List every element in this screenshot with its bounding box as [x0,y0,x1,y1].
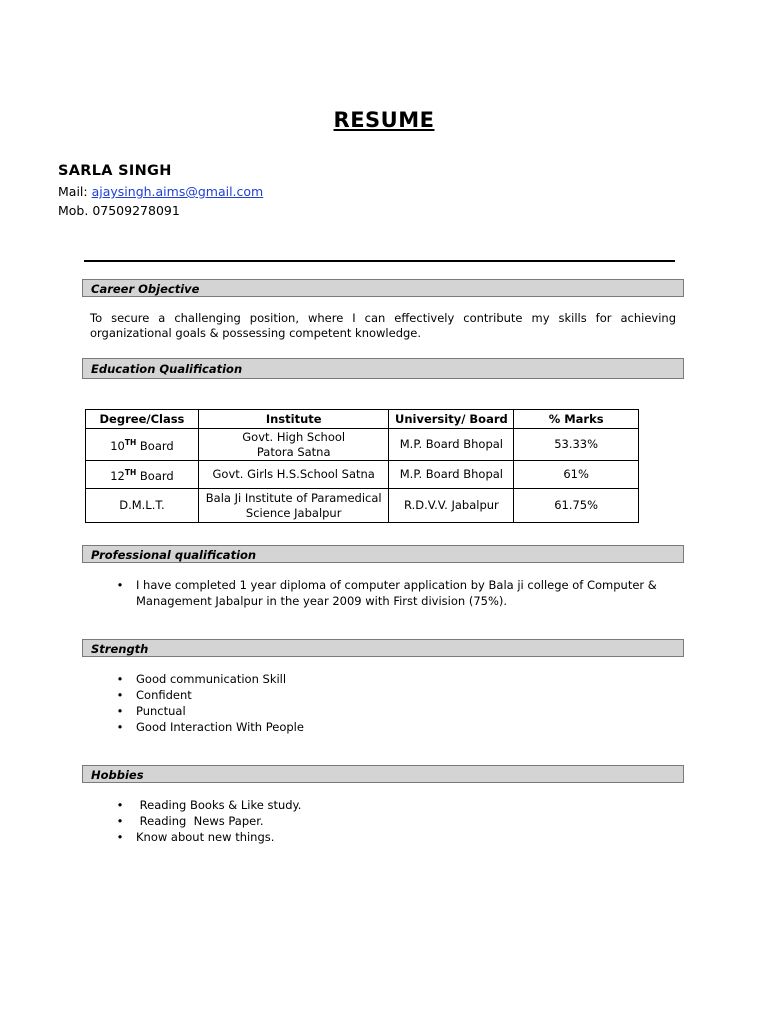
column-header-board: University/ Board [389,410,514,429]
degree-cell [86,429,199,461]
degree-number: 12 [110,468,125,483]
career-objective-heading: Career Objective [82,279,684,297]
hobbies-list [114,797,674,845]
board-cell: M.P. Board Bhopal [389,429,514,461]
bullet-icon: • [116,688,124,702]
list-item [114,577,674,609]
list-item-text: Know about new things. [136,830,275,844]
degree-superscript: TH [124,468,137,478]
list-item-text: I have completed 1 year diploma of computer application by Bala ji college of Computer & Management Jabalpur in the year 2009 with First division (75%). [136,578,657,608]
strength-heading: Strength [82,639,684,657]
list-item [114,813,674,829]
mobile-row [58,203,180,218]
bullet-icon: • [116,798,124,812]
list-item-text: Confident [136,688,192,702]
list-item [114,703,674,719]
column-header-degree: Degree/Class [86,410,199,429]
table-row [86,461,639,489]
board-cell: M.P. Board Bhopal [389,461,514,489]
degree-cell: D.M.L.T. [86,489,199,523]
institute-cell [198,489,389,523]
institute-line: Patora Satna [256,444,331,459]
column-header-institute: Institute [198,410,389,429]
list-item-text: Reading Books & Like study. [136,798,302,812]
bullet-icon: • [116,704,124,718]
bullet-icon: • [116,578,124,592]
list-item [114,829,674,845]
resume-title: RESUME [333,108,435,132]
column-header-marks: % Marks [514,410,639,429]
institute-line: Bala Ji Institute of Paramedical [205,490,382,505]
degree-number: 10 [110,438,125,453]
degree-tail: Board [136,438,174,453]
degree-cell [86,461,199,489]
education-table [85,409,639,523]
email-link[interactable]: ajaysingh.aims@gmail.com [91,184,264,199]
header-divider [84,260,675,262]
mobile-number: 07509278091 [92,203,180,218]
institute-line: Govt. Girls H.S.School Satna [212,467,375,481]
list-item [114,671,674,687]
degree-tail: Board [136,468,174,483]
table-row [86,489,639,523]
list-item-text: Punctual [136,704,186,718]
list-item [114,797,674,813]
candidate-name: SARLA SINGH [58,163,172,179]
marks-cell: 61% [514,461,639,489]
marks-cell: 53.33% [514,429,639,461]
marks-cell: 61.75% [514,489,639,523]
bullet-icon: • [116,814,124,828]
list-item-text: Good Interaction With People [136,720,304,734]
mobile-label: Mob. [58,203,89,218]
board-cell: R.D.V.V. Jabalpur [389,489,514,523]
institute-line: Science Jabalpur [245,505,342,520]
bullet-icon: • [116,830,124,844]
list-item-text: Reading News Paper. [136,814,264,828]
professional-qualification-heading: Professional qualification [82,545,684,563]
education-heading: Education Qualification [82,358,684,379]
bullet-icon: • [116,672,124,686]
institute-cell [198,461,389,489]
list-item [114,687,674,703]
hobbies-heading: Hobbies [82,765,684,783]
professional-list [114,577,674,609]
table-row [86,429,639,461]
strength-list [114,671,674,735]
table-header-row [86,410,639,429]
list-item-text: Good communication Skill [136,672,287,686]
career-objective-text: To secure a challenging position, where I can effectively contribute my skills for achieving organizational goals & possessing competent knowledge. [90,311,676,340]
list-item [114,719,674,735]
mail-label: Mail: [58,184,88,199]
bullet-icon: • [116,720,124,734]
institute-cell [198,429,389,461]
degree-superscript: TH [124,438,137,448]
institute-line: Govt. High School [242,429,346,444]
mail-row [58,184,263,199]
